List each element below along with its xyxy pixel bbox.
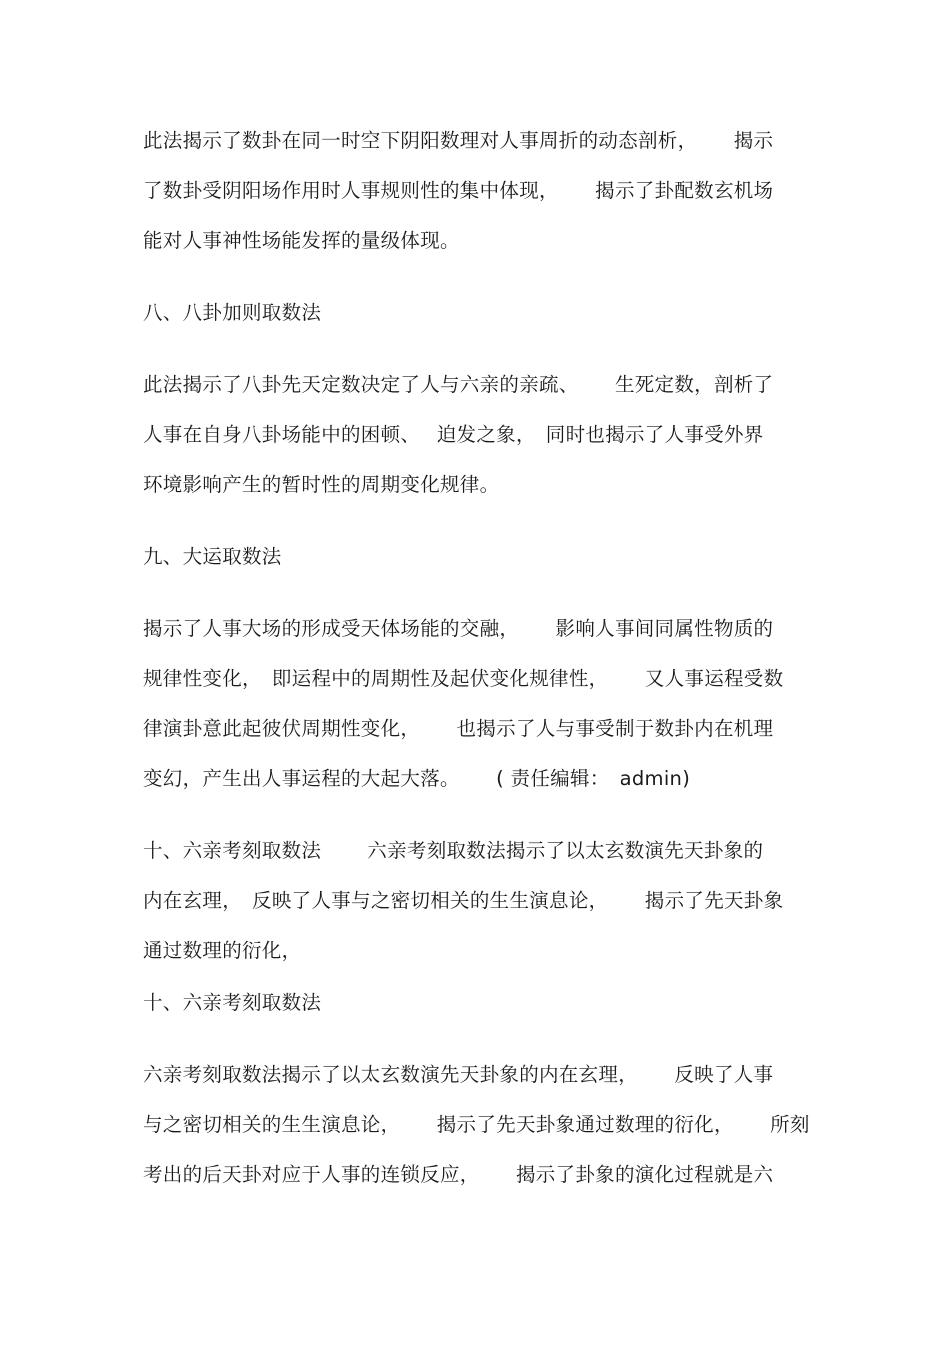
paragraph-4-line-1: 十、六亲考刻取数法 六亲考刻取数法揭示了以太玄数演先天卦象的: [143, 839, 764, 862]
heading-section-9: 九、大运取数法: [143, 545, 282, 568]
paragraph-2-line-3: 环境影响产生的暂时性的周期变化规律。: [143, 473, 500, 496]
heading-section-8: 八、八卦加则取数法: [143, 301, 322, 324]
paragraph-1-line-2: 了数卦受阴阳场作用时人事规则性的集中体现， 揭示了卦配数玄机场: [143, 179, 774, 202]
paragraph-1-line-3: 能对人事神性场能发挥的量级体现。: [143, 229, 460, 252]
paragraph-4-line-2: 内在玄理， 反映了人事与之密切相关的生生演息论， 揭示了先天卦象: [143, 889, 784, 912]
paragraph-1-line-1: 此法揭示了数卦在同一时空下阴阳数理对人事周折的动态剖析， 揭示: [143, 129, 774, 152]
heading-section-10: 十、六亲考刻取数法: [143, 991, 322, 1014]
paragraph-3-line-3: 律演卦意此起彼伏周期性变化， 也揭示了人与事受制于数卦内在机理: [143, 717, 774, 740]
paragraph-4-line-3: 通过数理的衍化，: [143, 939, 302, 962]
paragraph-5-line-3: 考出的后天卦对应于人事的连锁反应， 揭示了卦象的演化过程就是六: [143, 1163, 774, 1186]
paragraph-3-line-1: 揭示了人事大场的形成受天体场能的交融， 影响人事间同属性物质的: [143, 617, 774, 640]
paragraph-2-line-1: 此法揭示了八卦先天定数决定了人与六亲的亲疏、 生死定数，剖析了: [143, 373, 774, 396]
paragraph-5-line-1: 六亲考刻取数法揭示了以太玄数演先天卦象的内在玄理， 反映了人事: [143, 1063, 774, 1086]
paragraph-3-line-4: 变幻，产生出人事运程的大起大落。 ( 责任编辑： admin): [143, 767, 691, 790]
paragraph-5-line-2: 与之密切相关的生生演息论， 揭示了先天卦象通过数理的衍化， 所刻: [143, 1113, 810, 1136]
paragraph-2-line-2: 人事在自身八卦场能中的困顿、 迫发之象， 同时也揭示了人事受外界: [143, 423, 764, 446]
paragraph-3-line-2: 规律性变化， 即运程中的周期性及起伏变化规律性， 又人事运程受数: [143, 667, 784, 690]
